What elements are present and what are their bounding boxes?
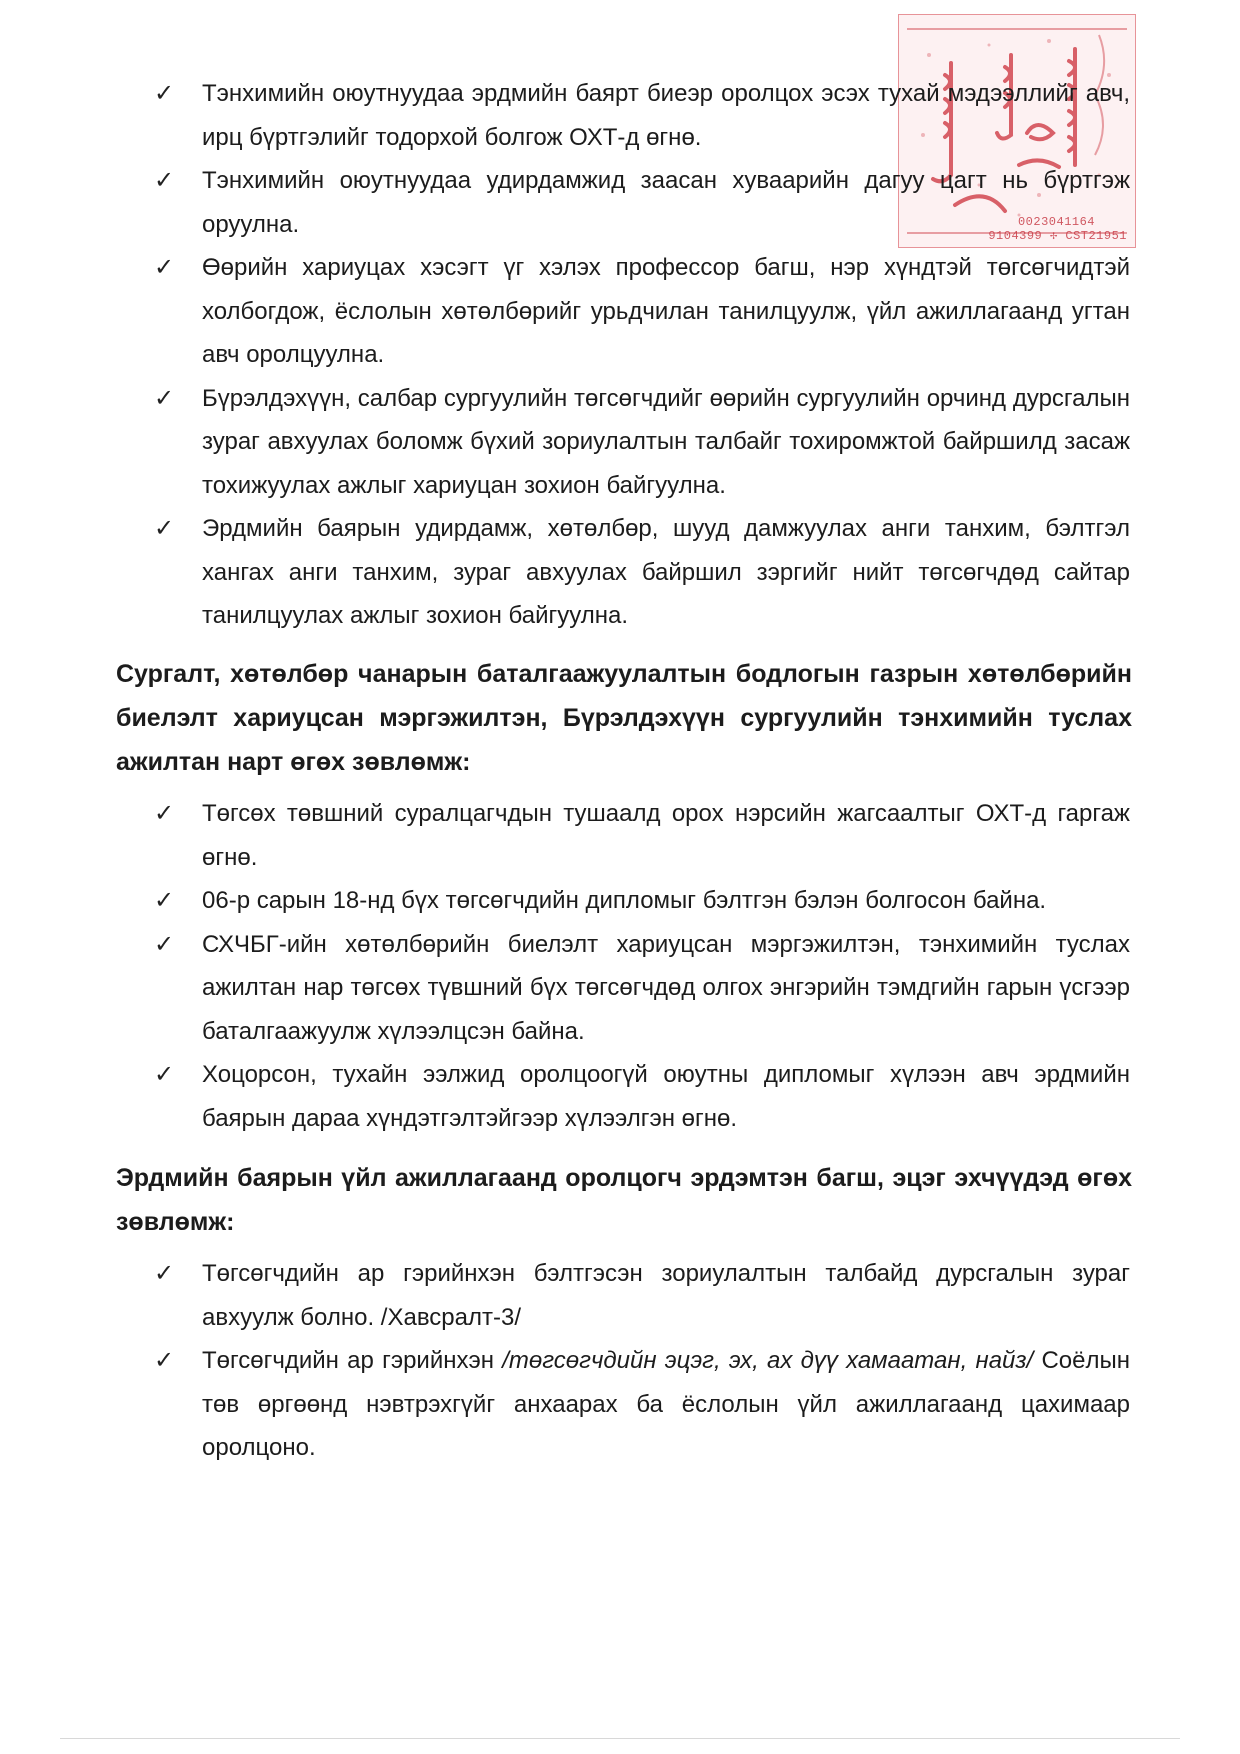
- list-item-text-part: Төгсөгчдийн ар гэрийнхэн: [202, 1347, 503, 1374]
- checkmark-icon: ✓: [154, 1060, 175, 1088]
- checkmark-icon: ✓: [154, 929, 175, 958]
- list-item: [154, 377, 1130, 508]
- list-item-text: Төгсөгчдийн ар гэрийнхэн бэлтгэсэн зориулалтын талбайд дурсгалын зураг авхуулж болно. /Хавсралт-3/: [202, 1260, 1130, 1331]
- responsibility-list-1: [154, 72, 1130, 638]
- list-item-text: Өөрийн хариуцах хэсэгт үг хэлэх профессор багш, нэр хүндтэй төгсөгчидтэй холбогдож, ёслолын хөтөлбөрийг урьдчилан танилцуулж, үйл ажиллагаанд угтан авч оролцуулна.: [202, 254, 1130, 368]
- checkmark-icon: ✓: [154, 1346, 175, 1374]
- list-item-text: Тэнхимийн оюутнуудаа удирдамжид заасан хуваарийн дагуу цагт нь бүртгэж оруулна.: [202, 167, 1130, 238]
- page-bottom-divider: [60, 1738, 1180, 1739]
- list-item: [154, 792, 1130, 879]
- list-item: [154, 1339, 1130, 1470]
- checkmark-icon: ✓: [154, 253, 175, 281]
- list-item: [154, 246, 1130, 377]
- list-item-italic-note: /төгсөгчдийн эцэг, эх, ах дүү хамаатан, найз/: [502, 1347, 1034, 1374]
- checkmark-icon: ✓: [154, 1259, 175, 1287]
- checkmark-icon: ✓: [154, 799, 175, 827]
- list-item-text: Бүрэлдэхүүн, салбар сургуулийн төгсөгчдийг өөрийн сургуулийн орчинд дурсгалын зураг авхуулах боломж бүхий зориулалтын талбайг тохиромжтой байршилд засаж тохижуулах ажлыг хариуцан зохион байгуулна.: [202, 384, 1130, 499]
- list-item: [154, 1252, 1130, 1339]
- checkmark-icon: ✓: [154, 166, 175, 194]
- stamp-number-1: 0023041164: [1017, 215, 1095, 229]
- list-item-text: Төгсөх төвшний суралцагчдын тушаалд орох нэрсийн жагсаалтыг ОХТ-д гаргаж өгнө.: [202, 800, 1130, 871]
- recommendation-list-3: [154, 1252, 1130, 1470]
- list-item-text-part: Соёлын төв өргөөнд нэвтрэхгүйг анхаарах ба ёслолын үйл ажиллагаанд цахимаар оролцоно.: [202, 1347, 1130, 1461]
- list-item: [154, 72, 1130, 159]
- checkmark-icon: ✓: [154, 886, 175, 914]
- checkmark-icon: ✓: [154, 514, 175, 542]
- list-item: [154, 879, 1130, 923]
- stamp-number-2: 9104399 ✢ CST21951: [988, 229, 1127, 243]
- list-item-text: Хоцорсон, тухайн ээлжид оролцоогүй оюутны дипломыг хүлээн авч эрдмийн баярын дараа хүндэтгэлтэйгээр хүлээлгэн өгнө.: [202, 1061, 1130, 1132]
- list-item-text: СХЧБГ-ийн хөтөлбөрийн биелэлт хариуцсан мэргэжилтэн, тэнхимийн туслах ажилтан нар төгсөх түвшний бүх төгсөгчдөд олгох энгэрийн тэмдгийн гарын үсгээр баталгаажуулж хүлээлцсэн байна.: [202, 930, 1130, 1045]
- list-item: [154, 1053, 1130, 1140]
- list-item: [154, 507, 1130, 638]
- checkmark-icon: ✓: [154, 79, 175, 107]
- list-item-text: Эрдмийн баярын удирдамж, хөтөлбөр, шууд дамжуулах анги танхим, бэлтгэл хангах анги танхим, зураг авхуулах байршил зэргийг нийт төгсөгчдөд сайтар танилцуулах ажлыг зохион байгуулна.: [202, 515, 1130, 629]
- list-item: [154, 923, 1130, 1054]
- list-item: [154, 159, 1130, 246]
- checkmark-icon: ✓: [154, 383, 175, 412]
- list-item-text: Тэнхимийн оюутнуудаа эрдмийн баярт биеэр оролцох эсэх тухай мэдээллийг авч, ирц бүртгэлийг тодорхой болгож ОХТ-д өгнө.: [202, 80, 1130, 151]
- section-heading-teachers-parents: Эрдмийн баярын үйл ажиллагаанд оролцогч эрдэмтэн багш, эцэг эхчүүдэд өгөх зөвлөмж:: [116, 1164, 1132, 1236]
- responsibility-list-2: [154, 792, 1130, 1140]
- list-item-text: 06-р сарын 18-нд бүх төгсөгчдийн дипломыг бэлтгэн бэлэн болгосон байна.: [202, 887, 1047, 914]
- section-heading-quality-office: Сургалт, хөтөлбөр чанарын баталгаажуулалтын бодлогын газрын хөтөлбөрийн биелэлт хариуцсан мэргэжилтэн, Бүрэлдэхүүн сургуулийн тэнхимийн туслах ажилтан нарт өгөх зөвлөмж:: [116, 660, 1132, 776]
- list-item-text: [202, 1339, 1130, 1470]
